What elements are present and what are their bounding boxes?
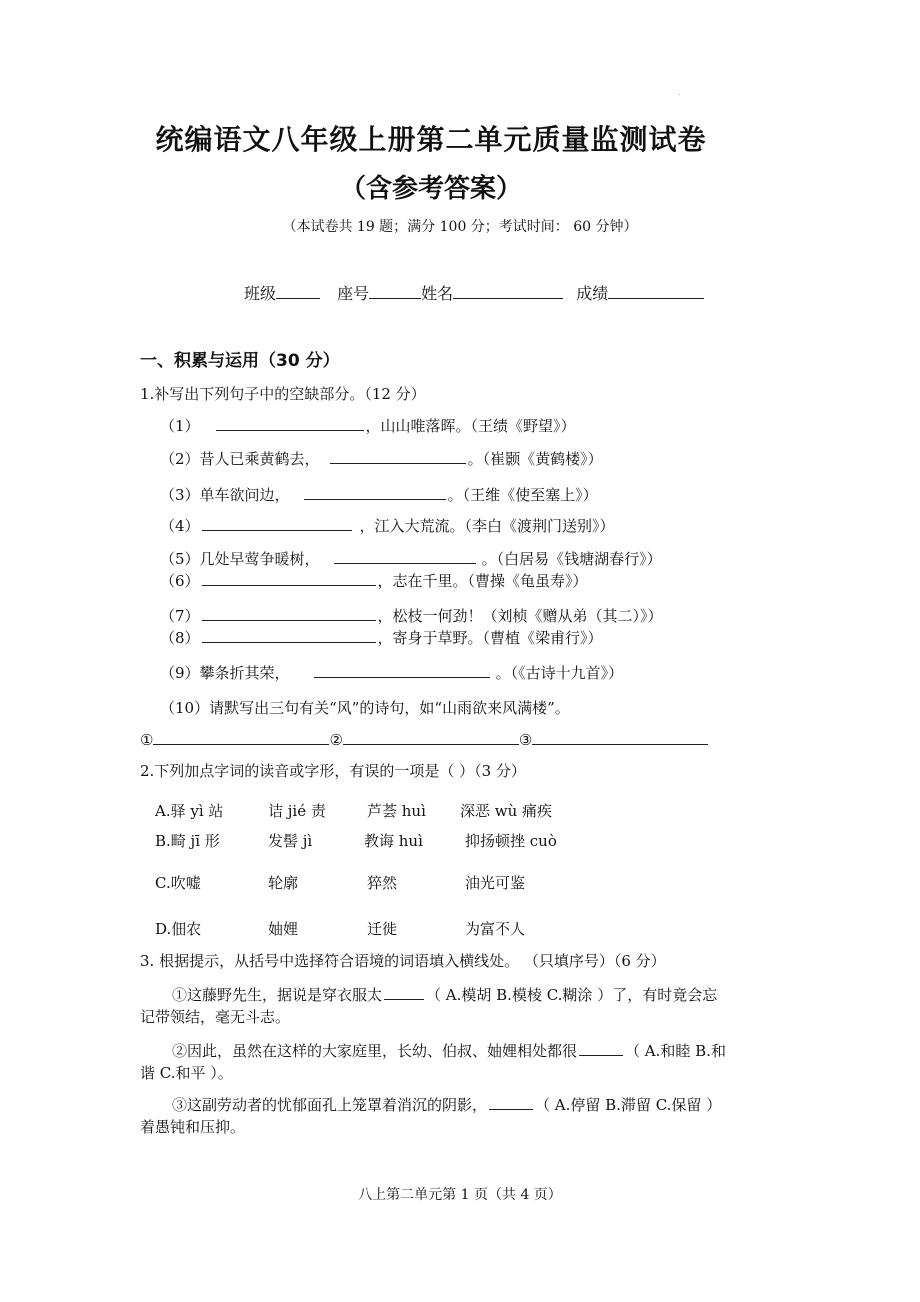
name-label: 姓名 bbox=[421, 284, 454, 303]
q1-item-10-answers: ① ② ③ bbox=[140, 729, 708, 749]
answer-blank[interactable] bbox=[153, 729, 329, 745]
q1-item-9: （9）攀条折其荣， 。（《古诗十九首》） bbox=[160, 664, 624, 682]
answer-blank[interactable] bbox=[489, 1094, 533, 1110]
scan-dot: . bbox=[678, 88, 681, 97]
q2-option-b-3: 教诲 huì bbox=[364, 832, 423, 850]
q2-option-d-3: 迁徙 bbox=[367, 920, 398, 938]
q2-option-d-4: 为富不人 bbox=[465, 920, 526, 938]
q1-item-8: （8） ，寄身于草野。（曹植《梁甫行》） bbox=[160, 629, 603, 647]
page-footer: 八上第二单元第 1 页（共 4 页） bbox=[358, 1187, 562, 1203]
answer-blank[interactable] bbox=[304, 484, 446, 500]
q1-item-2: （2）昔人已乘黄鹤去， 。（崔颢《黄鹤楼》） bbox=[160, 450, 603, 468]
page-subtitle: （含参考答案） bbox=[339, 174, 522, 204]
answer-blank[interactable] bbox=[202, 570, 376, 586]
answer-blank[interactable] bbox=[579, 1040, 623, 1056]
name-field[interactable] bbox=[453, 282, 563, 299]
q1-item-7: （7） ，松枝一何劲！（刘桢《赠从弟（其二）》） bbox=[160, 607, 663, 625]
answer-blank[interactable] bbox=[343, 729, 519, 745]
q2-option-a-2: 诘 jié 责 bbox=[268, 802, 326, 820]
q3-sentence-3-line-2: 着愚钝和压抑。 bbox=[140, 1118, 246, 1136]
q2-option-b-4: 抑扬顿挫 cuò bbox=[465, 832, 557, 850]
answer-blank[interactable] bbox=[202, 627, 376, 643]
q1-item-10: （10）请默写出三句有关“风”的诗句，如“山雨欲来风满楼”。 bbox=[160, 699, 570, 717]
answer-blank[interactable] bbox=[314, 662, 490, 678]
q1-item-3: （3）单车欲问边， 。（王维《使至塞上》） bbox=[160, 486, 598, 504]
answer-blank[interactable] bbox=[216, 415, 364, 431]
q1-item-4: （4） ，江入大荒流。（李白《渡荆门送别》） bbox=[160, 517, 615, 535]
score-label: 成绩 bbox=[576, 284, 609, 303]
q3-sentence-2-line-1: ②因此，虽然在这样的大家庭里，长幼、伯叔、妯娌相处都很 （ A.和睦 B.和 bbox=[172, 1042, 726, 1060]
score-field[interactable] bbox=[608, 282, 704, 299]
q3-sentence-2-line-2: 谐 C.和平 ）。 bbox=[140, 1064, 233, 1082]
q2-option-a-1: A.驿 yì 站 bbox=[155, 802, 224, 820]
answer-blank[interactable] bbox=[384, 984, 424, 1000]
q2-option-c-1: C.吹嘘 bbox=[155, 874, 201, 892]
answer-blank[interactable] bbox=[334, 548, 476, 564]
q2-stem: 2.下列加点字词的读音或字形，有误的一项是（ ）（3 分） bbox=[140, 762, 526, 780]
q2-option-b-2: 发髻 jì bbox=[268, 832, 313, 850]
q2-option-d-2: 妯娌 bbox=[268, 920, 299, 938]
q3-sentence-3-line-1: ③这副劳动者的忧郁面孔上笼罩着消沉的阴影， （ A.停留 B.滞留 C.保留 ） bbox=[172, 1096, 722, 1114]
answer-blank[interactable] bbox=[532, 729, 708, 745]
q2-option-c-2: 轮廓 bbox=[268, 874, 299, 892]
q2-option-d-1: D.佃农 bbox=[155, 920, 202, 938]
q2-option-b-1: B.畸 jī 形 bbox=[155, 832, 220, 850]
q2-option-a-3: 芦荟 huì bbox=[367, 802, 426, 820]
answer-blank[interactable] bbox=[202, 515, 352, 531]
q3-sentence-1-line-2: 记带领结，毫无斗志。 bbox=[140, 1008, 291, 1026]
q3-sentence-1-line-1: ①这藤野先生，据说是穿衣服太 （ A.模胡 B.模棱 C.糊涂 ）了，有时竟会忘 bbox=[172, 986, 718, 1004]
class-field[interactable] bbox=[276, 282, 320, 299]
exam-note: （本试卷共 19 题；满分 100 分；考试时间： 60 分钟） bbox=[282, 219, 638, 235]
class-label: 班级 bbox=[244, 284, 277, 303]
q1-item-6: （6） ，志在千里。（曹操《龟虽寿》） bbox=[160, 572, 588, 590]
seat-label: 座号 bbox=[337, 284, 370, 303]
q2-option-c-4: 油光可鉴 bbox=[465, 874, 526, 892]
answer-blank[interactable] bbox=[202, 605, 376, 621]
q1-item-5: （5）几处早莺争暖树， 。（白居易《钱塘湖春行》） bbox=[160, 550, 662, 568]
q1-stem: 1.补写出下列句子中的空缺部分。（12 分） bbox=[140, 385, 426, 403]
seat-field[interactable] bbox=[369, 282, 421, 299]
q3-stem: 3. 根据提示，从括号中选择符合语境的词语填入横线处。 （只填序号）（6 分） bbox=[140, 952, 666, 970]
q2-option-a-4: 深恶 wù 痛疾 bbox=[460, 802, 553, 820]
q1-item-1: （1） ，山山唯落晖。（王绩《野望》） bbox=[160, 417, 576, 435]
q2-option-c-3: 猝然 bbox=[367, 874, 398, 892]
student-info-line bbox=[244, 281, 704, 304]
answer-blank[interactable] bbox=[330, 448, 466, 464]
page-title: 统编语文八年级上册第二单元质量监测试卷 bbox=[155, 123, 707, 156]
section-1-title: 一、积累与运用（30 分） bbox=[140, 351, 340, 371]
